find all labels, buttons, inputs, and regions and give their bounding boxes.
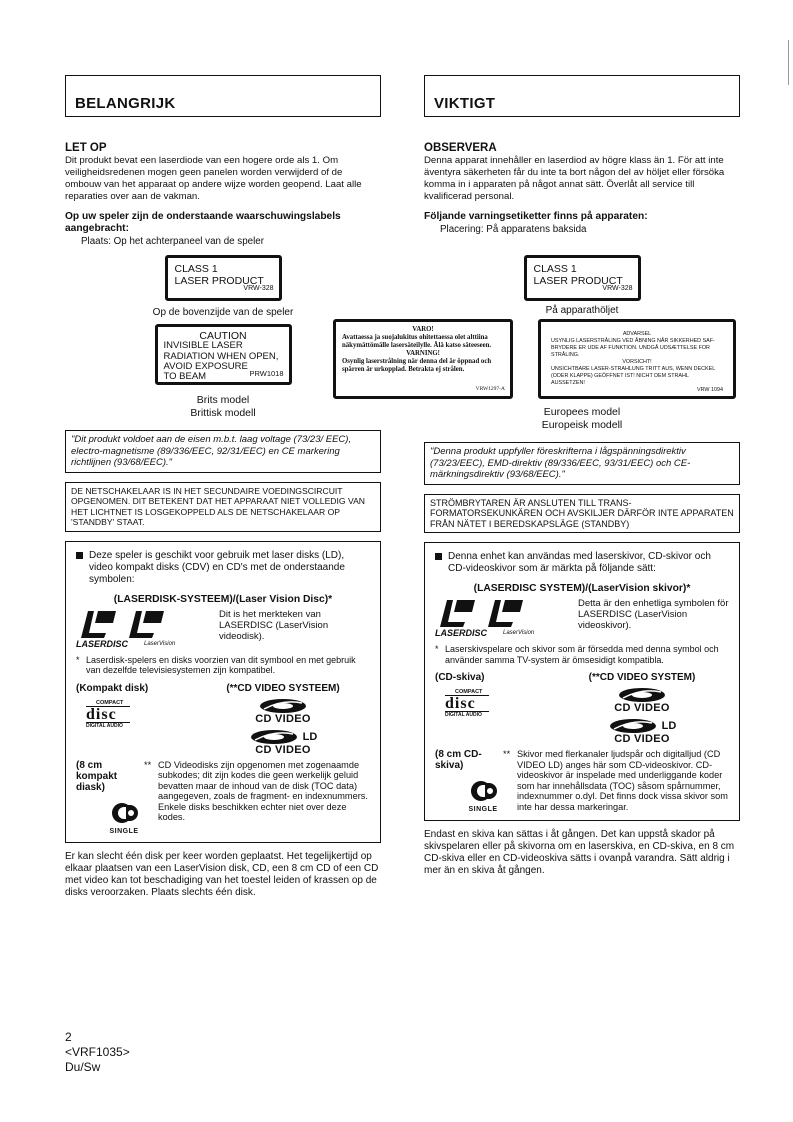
- cd-video-note: [144, 760, 370, 835]
- ld-mark-description: Detta är den enhetliga symbolen för LASERDISC (LaserVision videoskivor).: [578, 598, 729, 631]
- model-name-2: Brittisk modell: [190, 407, 256, 419]
- compact-disc-logo-icon: [445, 689, 489, 718]
- laservision-wordmark: LaserVision: [144, 640, 176, 647]
- compact-wordmark: COMPACT: [96, 699, 124, 706]
- class-label-code: VRW-328: [602, 285, 633, 292]
- advarsel-danish-text: USYNLIG LASERSTRÅLING VED ÅBNING NÅR SIKKERHED SAF-BRYDERE ER UDE AF FUNKTION. UNDGÅ UDSÆTTELSE FOR STRÅLING.: [551, 338, 715, 358]
- vorsicht-title: VORSICHT!: [622, 359, 652, 365]
- ld-compat-note: [435, 644, 729, 665]
- caution-title: CAUTION: [199, 330, 247, 342]
- varning-swedish-text: Osynlig laserstrålning när denna del är öppnad och spärren är urkopplad. Betrakta ej strålen.: [342, 358, 492, 373]
- varo-finnish-text: Avattaessa ja suojalukitus ohitettaessa olet alttiina näkymättömälle lasersäteilylle. Älä katso säteeseen.: [342, 334, 492, 349]
- cd-single-label: (8 cm CD-skiva): [435, 749, 482, 771]
- cd-single-logo-icon: [463, 779, 503, 813]
- section-header: VIKTIGT: [434, 95, 496, 112]
- cd-video-wordmark: CD VIDEO: [255, 712, 311, 725]
- asterisk: *: [435, 644, 439, 654]
- cd-video-system-label: (**CD VIDEO SYSTEM): [588, 672, 696, 683]
- ld-wordmark: LD: [302, 730, 318, 743]
- double-asterisk: **: [144, 759, 152, 770]
- varo-warning-label: [333, 319, 513, 399]
- bullet-square-icon: [76, 552, 83, 559]
- caution-code: PRW1018: [249, 368, 284, 378]
- disc-wordmark: disc: [445, 695, 489, 712]
- double-asterisk: **: [503, 749, 511, 759]
- single-wordmark: SINGLE: [468, 806, 498, 813]
- caution-line1: INVISIBLE LASER: [163, 340, 243, 352]
- cd-video-note-text: Skivor med flerkanaler ljudspår och digitalljud (CD VIDEO LD) anges här som CD-videoskivor. CD-videoskivor är inspelade med underliggande koder som har innehållsdata (TOC) såsom spårnummer, indexnummer o.dyl. Det finns dock vissa skivor som inte har dessa markeringar.: [517, 749, 728, 812]
- compact-disc-label: (Kompakt disk): [76, 682, 149, 694]
- compact-wordmark: COMPACT: [455, 689, 483, 695]
- observera-text: Denna apparat innehåller en laserdiod av högre klass än 1. För att inte äventyra säkerheten får du inte ta bort någon del av höljet eller försöka komma in i apparaten på något annat sätt. Överlåt all service till kvalificerad personal.: [424, 155, 725, 202]
- disc-compatibility-box: [65, 541, 381, 843]
- page-number: 2: [65, 1030, 72, 1044]
- ld-compat-note-text: Laserdisk-spelers en disks voorzien van dit symbool en met gebruik van dezelfde televisiesystemen zijn kompatibel.: [86, 654, 356, 675]
- digital-audio-wordmark: DIGITAL AUDIO: [86, 722, 123, 729]
- caution-line4: TO BEAM: [163, 371, 207, 383]
- vorsicht-german-text: UNSICHTBARE LASER-STRAHLUNG TRITT AUS, WENN DECKEL (ODER KLAPPE) GEÖFFNET IST! NICHT DEM STRAHL AUSSETZEN!: [551, 366, 716, 386]
- laserdisc-wordmark: LASERDISC: [76, 638, 129, 649]
- varo-code: VRW1297-A: [475, 386, 505, 392]
- ld-compat-note: [76, 655, 370, 676]
- cd-video-logo-icon: [555, 686, 729, 714]
- compact-disc-logo-icon: [86, 700, 130, 729]
- ld-compat-note-text: Laserskivspelare och skivor som är försedda med denna symbol och använder samma TV-system är ömsesidigt kompatibla.: [445, 644, 719, 665]
- class-label-line1: CLASS 1: [174, 263, 218, 275]
- single-wordmark: SINGLE: [109, 827, 139, 835]
- varning-title: VARNING!: [406, 350, 440, 357]
- disc-intro-text: Deze speler is geschikt voor gebruik met laser disks (LD), video kompakt disks (CDV) en CD's met de onderstaande symbolen:: [89, 549, 345, 585]
- disc-intro: [76, 550, 370, 586]
- advarsel-code: VRW 1094: [697, 387, 723, 393]
- bullet-square-icon: [435, 553, 442, 560]
- ld-wordmark: LD: [661, 720, 677, 732]
- top-caption: Op de bovenzijde van de speler: [152, 307, 294, 318]
- class-label-line2: LASER PRODUCT: [533, 275, 623, 287]
- varo-title: VARO!: [412, 326, 434, 333]
- model-name-1: Brits model: [196, 394, 250, 406]
- language-code: Du/Sw: [65, 1060, 101, 1074]
- document-code: <VRF1035>: [65, 1045, 130, 1059]
- class-label-line2: LASER PRODUCT: [174, 275, 264, 287]
- power-switch-notice: DE NETSCHAKELAAR IS IN HET SECUNDAIRE VOEDINGSCIRCUIT OPGENOMEN. DIT BETEKENT DAT HET APPARAAT NIET VOLLEDIG VAN HET LICHTNET IS LOSGEKOPPELD ALS DE NETSCHAKELAAR OP 'STANDBY' STAAT.: [65, 482, 381, 532]
- caution-line3: AVOID EXPOSURE: [163, 360, 248, 372]
- disc-wordmark: disc: [86, 706, 130, 723]
- one-disc-warning: Er kan slecht één disk per keer worden geplaatst. Het tegelijkertijd op elkaar plaatsen van een LaserVision disk, CD, een 8 cm CD of een CD met video kan tot beschadiging van het toestel leiden of krassen op de disks veroorzaken. Plaats slechts één disk.: [65, 850, 379, 898]
- labels-heading: Op uw speler zijn de onderstaande waarschuwingslabels aangebracht:: [65, 211, 341, 234]
- class-label-code: VRW-328: [243, 285, 274, 292]
- class1-laser-label: [524, 255, 641, 301]
- disc-intro: [435, 551, 729, 575]
- section-header-box: [65, 75, 381, 117]
- class1-laser-label: [165, 255, 282, 301]
- cd-video-system-label: (**CD VIDEO SYSTEEM): [226, 682, 340, 694]
- top-caption: På apparathöljet: [545, 305, 619, 316]
- one-disc-warning: Endast en skiva kan sättas i åt gången. Det kan uppstå skador på skivspelaren eller på skivorna om en laserskiva, en CD-skiva, en 8 cm CD-skiva eller en CD-videoskiva sätts i ovanpå varandra. Sätt aldrig i mer än en skiva åt gången.: [424, 829, 735, 876]
- column-dutch: [65, 75, 381, 899]
- laserdisc-wordmark: LASERDISC: [435, 628, 488, 638]
- compact-disc-label: (CD-skiva): [435, 672, 485, 683]
- ld-system-title: (LASERDISC SYSTEM)/(LaserVision skivor)*: [473, 583, 691, 594]
- cd-video-wordmark: CD VIDEO: [614, 702, 670, 714]
- advarsel-warning-label: [538, 319, 736, 399]
- ld-system-title: (LASERDISK-SYSTEEM)/(Laser Vision Disc)*: [113, 593, 333, 605]
- laserdisc-logo-icon: [435, 598, 560, 640]
- let-op-heading: LET OP: [65, 142, 107, 154]
- page-footer: [65, 1030, 130, 1075]
- asterisk: *: [76, 654, 80, 665]
- cd-video-ld-logo-icon: [555, 717, 729, 745]
- model-name-1: Europees model: [543, 406, 621, 418]
- let-op-text: Dit produkt bevat een laserdiode van een hogere orde als 1. Om veiligheidsredenen mogen geen panelen worden verwijderd of de ombouw van het apparaat op andere wijze worden geopend. Laat alle reparaties over aan de vakman.: [65, 155, 362, 202]
- caution-line2: RADIATION WHEN OPEN,: [163, 350, 279, 362]
- laservision-wordmark: LaserVision: [503, 630, 535, 636]
- disc-compatibility-box: [424, 542, 740, 821]
- model-name-2: Europeisk modell: [541, 419, 623, 431]
- section-header: BELANGRIJK: [75, 95, 176, 112]
- column-swedish: [342, 75, 740, 877]
- observera-heading: OBSERVERA: [424, 142, 497, 154]
- cd-video-wordmark: CD VIDEO: [255, 743, 311, 756]
- power-switch-notice: STRÖMBRYTAREN ÄR ANSLUTEN TILL TRANS-FORMATORSEKUNKÄREN OCH AVSKILJER DÄRFÖR INTE APPARATEN FRÅN NÄTET I BEREDSKAPSLÄGE (STANDBY): [424, 494, 740, 534]
- conformity-notice: "Denna produkt uppfyller föreskrifterna i lågspänningsdirektiv (73/23/EEC), EMD-direktiv (89/336/EEC, 93/31/EEC) och CE-märkningsdirektiv (93/68/EEC).": [424, 442, 740, 485]
- advarsel-title: ADVARSEL: [622, 331, 652, 337]
- cd-single-label: (8 cm kompakt diask): [76, 759, 118, 793]
- edge-mark: [788, 40, 789, 85]
- cd-video-wordmark: CD VIDEO: [614, 733, 670, 745]
- cd-video-note-text: CD Videodisks zijn opgenomen met zogenaamde subkodes; dit zijn kodes die geen werkelijk geluid bevatten maar de inhoud van de disk (TOC data) aangegeven, zoals de fragment- en indexnummers. Enkele disks beschikken echter niet over deze kodes.: [158, 759, 368, 823]
- label-placement: Plaats: Op het achterpaneel van de speler: [81, 236, 264, 247]
- label-placement: Placering: På apparatens baksida: [440, 224, 587, 235]
- conformity-notice: "Dit produkt voldoet aan de eisen m.b.t. laag voltage (73/23/ EEC), electro-magnetisme (89/336/EEC, 92/31/EEC) en CE markering richtlijnen (93/68/EEC).": [65, 430, 381, 473]
- cd-video-logo-icon: [196, 697, 370, 725]
- class-label-line1: CLASS 1: [533, 263, 577, 275]
- laserdisc-logo-icon: [76, 609, 201, 651]
- disc-intro-text: Denna enhet kan användas med laserskivor, CD-skivor och CD-videoskivor som är märkta på följande sätt:: [448, 551, 711, 574]
- digital-audio-wordmark: DIGITAL AUDIO: [445, 712, 482, 718]
- section-header-box: [424, 75, 740, 117]
- ld-mark-description: Dit is het merkteken van LASERDISC (LaserVision videodisk).: [219, 608, 329, 642]
- cd-video-ld-logo-icon: [196, 728, 370, 756]
- cd-single-logo-icon: [104, 801, 144, 835]
- caution-label: [155, 324, 292, 385]
- labels-heading: Följande varningsetiketter finns på apparaten:: [424, 211, 648, 222]
- cd-video-note: [503, 749, 729, 813]
